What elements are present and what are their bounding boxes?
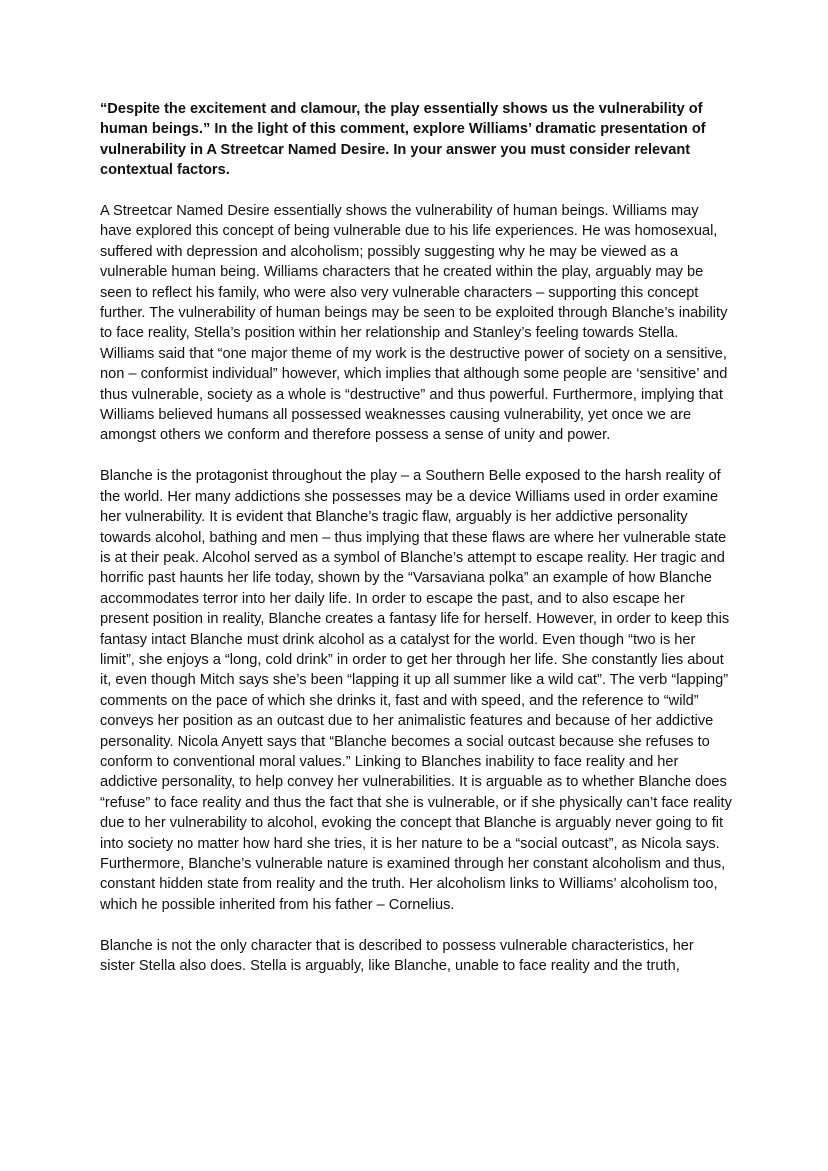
paragraph-introduction: A Streetcar Named Desire essentially shows the vulnerability of human beings. Williams may have explored this concept of being vulnerable due to his life experiences. He was homosexual, suffered with depression and alcoholism; possibly suggesting why he may be viewed as a vulnerable human being. Williams characters that he created within the play, arguably may be seen to reflect his family, who were also very vulnerable characters – supporting this concept further. The vulnerability of human beings may be seen to be exploited through Blanche’s inability to face reality, Stella’s position within her relationship and Stanley’s feeling towards Stella. Williams said that “one major theme of my work is the destructive power of society on a sensitive, non – conformist individual” however, which implies that although some people are ‘sensitive’ and thus vulnerable, society as a whole is “destructive” and thus powerful. Furthermore, implying that Williams believed humans all possessed weaknesses causing vulnerability, yet once we are amongst others we conform and therefore possess a sense of unity and power. [100,203,728,444]
document-page [100,99,732,976]
essay-question: “Despite the excitement and clamour, the play essentially shows us the vulnerability of human beings.” In the light of this comment, explore Williams’ dramatic presentation of vulnerability in A Streetcar Named Desire. In your answer you must consider relevant contextual factors. [100,101,706,179]
paragraph-blanche: Blanche is the protagonist throughout the play – a Southern Belle exposed to the harsh reality of the world. Her many addictions she possesses may be a device Williams used in order examine her vulnerability. It is evident that Blanche’s tragic flaw, arguably is her addictive personality towards alcohol, bathing and men – thus implying that these flaws are where her vulnerable state is at their peak. Alcohol served as a symbol of Blanche’s attempt to escape reality. Her tragic and horrific past haunts her life today, shown by the “Varsaviana polka” an example of how Blanche accommodates terror into her daily life. In order to escape the past, and to also escape her present position in reality, Blanche creates a fantasy life for herself. However, in order to keep this fantasy intact Blanche must drink alcohol as a catalyst for the world. Even though “two is her limit”, she enjoys a “long, cold drink” in order to get her through her life. She constantly lies about it, even though Mitch says she’s been “lapping it up all summer like a wild cat”. The verb “lapping” comments on the pace of which she drinks it, fast and with speed, and the reference to “wild” conveys her position as an outcast due to her animalistic features and because of her addictive personality. Nicola Anyett says that “Blanche becomes a social outcast because she refuses to conform to conventional moral values.” Linking to Blanches inability to face reality and her addictive personality, to help convey her vulnerabilities. It is arguable as to whether Blanche does “refuse” to face reality and thus the fact that she is vulnerable, or if she physically can’t face reality due to her vulnerability to alcohol, evoking the concept that Blanche is arguably never going to fit into society no matter how hard she tries, it is her nature to be a “social outcast”, as Nicola says. Furthermore, Blanche’s vulnerable nature is examined through her constant alcoholism and thus, constant hidden state from reality and the truth. Her alcoholism links to Williams’ alcoholism too, which he possible inherited from his father – Cornelius. [100,468,732,913]
paragraph-stella: Blanche is not the only character that is described to possess vulnerable characteristics, her sister Stella also does. Stella is arguably, like Blanche, unable to face reality and the truth, [100,937,694,975]
